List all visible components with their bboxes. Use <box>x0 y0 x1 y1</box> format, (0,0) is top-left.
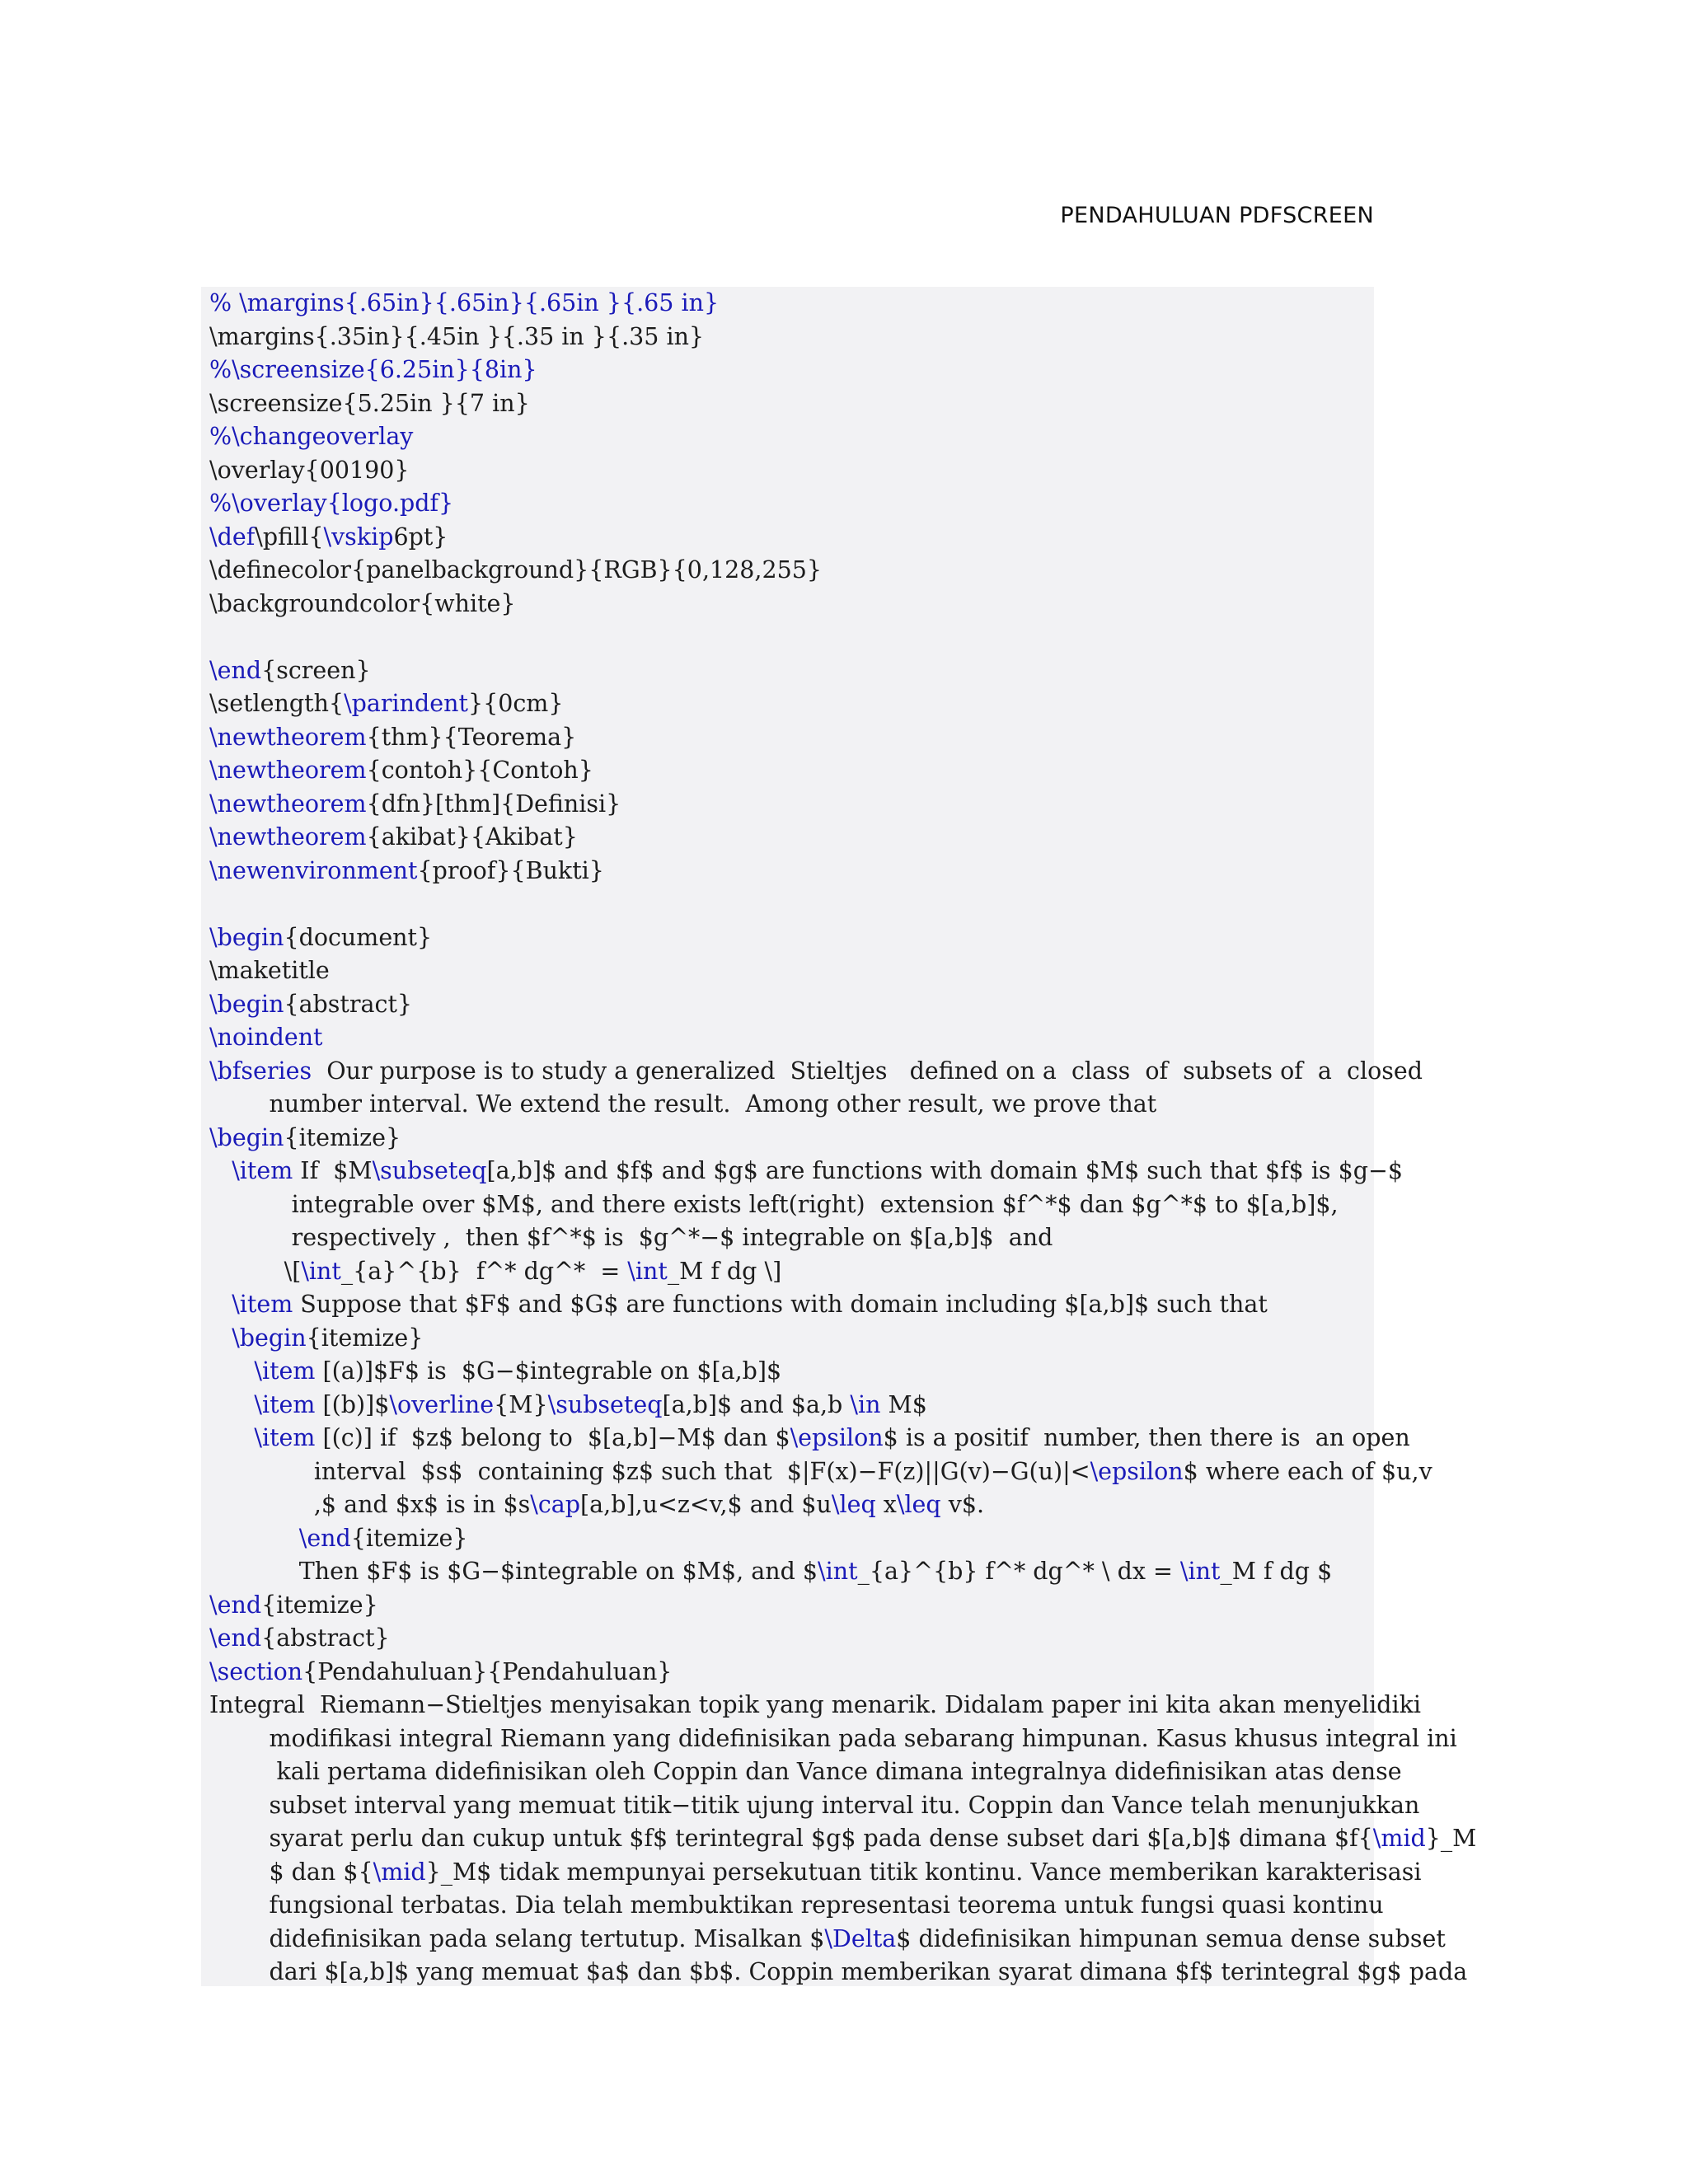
source-text: $ didefinisikan himpunan semua dense subset <box>896 1924 1446 1952</box>
source-line <box>209 1555 1374 1589</box>
source-line <box>209 1255 1374 1289</box>
source-line <box>209 1789 1420 1823</box>
source-line <box>209 1322 1374 1356</box>
source-text: \overlay{00190} <box>209 456 410 484</box>
latex-command: \newtheorem <box>209 723 367 751</box>
source-line <box>209 1455 1432 1489</box>
source-line <box>209 654 1374 688</box>
source-text: {thm}{Teorema} <box>366 723 577 751</box>
source-text: {contoh}{Contoh} <box>366 757 593 784</box>
source-text: modifikasi integral Riemann yang didefinisikan pada sebarang himpunan. Kasus khusus integral ini <box>209 1724 1457 1752</box>
source-line <box>209 588 1374 621</box>
latex-command: \newtheorem <box>209 757 367 784</box>
source-line <box>209 1055 1423 1089</box>
source-text: {abstract} <box>284 990 413 1018</box>
latex-command: \end <box>298 1524 351 1552</box>
latex-command: \vskip <box>323 523 394 551</box>
source-text: $ dan ${ <box>209 1858 373 1886</box>
source-text: ,$ and $x$ is in $s <box>209 1491 531 1518</box>
source-text: integrable over $M$, and there exists left(right) extension $f^*$ dan $g^*$ to $[a,b]$, <box>209 1190 1339 1218</box>
source-line <box>209 1923 1446 1957</box>
source-line <box>209 988 1374 1022</box>
latex-command: \epsilon <box>1090 1457 1184 1485</box>
latex-command: \item <box>254 1357 316 1385</box>
source-text: {Pendahuluan}{Pendahuluan} <box>302 1657 673 1685</box>
source-line <box>209 754 1374 788</box>
source-text: \pfill{ <box>255 523 324 551</box>
source-line <box>209 1488 1374 1522</box>
latex-command: \newenvironment <box>209 856 418 884</box>
source-line <box>209 788 1374 822</box>
source-text: {itemize} <box>284 1123 401 1151</box>
latex-command: \subseteq <box>547 1390 663 1418</box>
source-line <box>209 687 1374 721</box>
source-line <box>209 721 1374 755</box>
source-line <box>209 1689 1421 1722</box>
source-text: kali pertama didefinisikan oleh Coppin dan Vance dimana integralnya didefinisikan atas dense <box>209 1758 1402 1785</box>
source-text: fungsional terbatas. Dia telah membuktikan representasi teorema untuk fungsi quasi kontinu <box>209 1891 1384 1919</box>
latex-command: \item <box>254 1424 316 1451</box>
latex-command: \begin <box>209 923 284 951</box>
latex-command: \epsilon <box>790 1424 884 1451</box>
latex-command: \subseteq <box>372 1157 487 1184</box>
source-text: \margins{.35in}{.45in }{.35 in }{.35 in} <box>209 322 705 350</box>
source-line <box>209 1856 1422 1890</box>
source-text: [(a)]$F$ is $G−$integrable on $[a,b]$ <box>315 1357 782 1385</box>
source-text: {abstract} <box>261 1624 390 1652</box>
latex-command: \end <box>209 1591 262 1619</box>
source-line <box>209 1622 1374 1656</box>
source-text: [a,b]$ and $f$ and $g$ are functions with domain $M$ such that $f$ is $g−$ <box>486 1157 1404 1184</box>
source-text <box>209 1525 299 1552</box>
latex-command: \begin <box>209 1123 284 1151</box>
blank-line <box>209 621 1374 654</box>
source-text: [(c)] if $z$ belong to $[a,b]−M$ dan $ <box>315 1424 790 1451</box>
source-text: _{a}^{b} f^* dg^* = <box>340 1257 628 1285</box>
source-line <box>209 821 1374 855</box>
source-line <box>209 1956 1468 1990</box>
source-text: $ where each of $u,v <box>1183 1457 1432 1485</box>
source-line <box>209 1155 1404 1188</box>
latex-command: \in <box>850 1390 881 1418</box>
source-text: [a,b]$ and $a,b <box>662 1390 851 1418</box>
source-line <box>209 1656 1374 1690</box>
source-text <box>209 1157 232 1184</box>
source-text: {screen} <box>261 656 371 684</box>
source-text: }_M$ tidak mempunyai persekutuan titik kontinu. Vance memberikan karakterisasi <box>425 1858 1422 1886</box>
source-line <box>209 1389 1374 1422</box>
source-text: respectively , then $f^*$ is $g^*−$ integrable on $[a,b]$ and <box>209 1224 1053 1251</box>
source-text: \screensize{5.25in }{7 in} <box>209 389 530 417</box>
source-text: {document} <box>284 923 433 951</box>
latex-comment: % \margins{.65in}{.65in}{.65in }{.65 in} <box>209 289 720 316</box>
source-text: {akibat}{Akibat} <box>366 823 578 851</box>
source-line <box>209 1288 1374 1322</box>
source-text: Suppose that $F$ and $G$ are functions with domain including $[a,b]$ such that <box>293 1291 1268 1318</box>
latex-command: \item <box>254 1390 316 1418</box>
latex-command: \int <box>1179 1558 1221 1585</box>
latex-command: \begin <box>232 1324 307 1352</box>
source-line <box>209 487 1374 521</box>
source-text <box>209 1357 254 1385</box>
source-text <box>209 1291 232 1318</box>
source-text <box>209 1424 254 1451</box>
source-text: If $M <box>293 1157 373 1184</box>
source-text: }{0cm} <box>467 690 564 717</box>
source-line <box>209 1522 1374 1556</box>
source-text: dari $[a,b]$ yang memuat $a$ dan $b$. Coppin memberikan syarat dimana $f$ terintegral $g$ pada <box>209 1958 1468 1985</box>
source-line <box>209 554 1374 588</box>
source-text: subset interval yang memuat titik−titik ujung interval itu. Coppin dan Vance telah menunjukkan <box>209 1791 1420 1819</box>
latex-command: \newtheorem <box>209 823 367 851</box>
source-text: [a,b],u<z<v,$ and $u <box>580 1491 832 1518</box>
source-text: Our purpose is to study a generalized Stieltjes defined on a class of subsets of a closed <box>312 1057 1423 1085</box>
latex-comment: %\overlay{logo.pdf} <box>209 490 454 517</box>
source-line <box>209 1422 1410 1455</box>
source-line <box>209 954 1374 988</box>
source-line <box>209 387 1374 421</box>
latex-command: \cap <box>530 1491 581 1518</box>
latex-command: \end <box>209 1624 262 1652</box>
source-text: _M f dg \] <box>667 1257 782 1285</box>
source-text: x <box>875 1491 897 1518</box>
source-text: {itemize} <box>306 1324 424 1352</box>
source-text: }_M <box>1425 1825 1477 1852</box>
latex-command: \item <box>232 1157 293 1184</box>
source-line <box>209 921 1374 955</box>
source-line <box>209 1355 1374 1389</box>
source-text: \backgroundcolor{white} <box>209 589 516 617</box>
source-text: {proof}{Bukti} <box>417 856 604 884</box>
code-listing-panel <box>201 287 1477 1986</box>
latex-command: \item <box>232 1291 293 1318</box>
source-line <box>209 1122 1374 1155</box>
latex-command: \int <box>818 1558 858 1585</box>
source-text: _M f dg $ <box>1220 1558 1333 1585</box>
latex-comment: %\changeoverlay <box>209 423 414 450</box>
source-line <box>209 420 1374 454</box>
source-line <box>209 321 1374 354</box>
source-line <box>209 287 1374 321</box>
source-text: Then $F$ is $G−$integrable on $M$, and $ <box>209 1558 818 1585</box>
source-text: 6pt} <box>393 523 448 551</box>
source-line <box>209 1088 1374 1122</box>
source-line <box>209 1589 1374 1623</box>
blank-line <box>209 888 1374 921</box>
latex-source-listing <box>201 287 1477 1990</box>
source-text: didefinisikan pada selang tertutup. Misalkan $ <box>209 1924 825 1952</box>
source-text: {M} <box>494 1390 548 1418</box>
source-text: _{a}^{b} f^* dg^* \ dx = <box>857 1558 1180 1585</box>
source-text <box>209 1391 254 1418</box>
source-text: \definecolor{panelbackground}{RGB}{0,128,255} <box>209 556 822 583</box>
source-text: {itemize} <box>261 1591 378 1619</box>
latex-command: \def <box>209 523 256 551</box>
running-head: PENDAHULUAN PDFSCREEN <box>1060 203 1374 228</box>
source-line <box>209 1021 1374 1055</box>
source-text: \[ <box>209 1257 302 1285</box>
source-line <box>209 1221 1374 1255</box>
source-text: \setlength{ <box>209 690 345 717</box>
latex-command: \Delta <box>824 1924 897 1952</box>
source-text: v$. <box>940 1491 985 1518</box>
source-text: $ is a positif number, then there is an open <box>883 1424 1410 1451</box>
source-text: \maketitle <box>209 957 330 984</box>
source-line <box>209 1755 1402 1789</box>
latex-command: \parindent <box>344 690 468 717</box>
source-line <box>209 521 1374 555</box>
latex-command: \bfseries <box>209 1057 312 1085</box>
source-text: syarat perlu dan cukup untuk $f$ terintegral $g$ pada dense subset dari $[a,b]$ dimana $f{ <box>209 1825 1373 1852</box>
source-line <box>209 454 1374 488</box>
source-line <box>209 855 1374 888</box>
source-line <box>209 1722 1457 1756</box>
latex-command: \leq <box>896 1491 941 1518</box>
source-text: {dfn}[thm]{Definisi} <box>366 790 621 818</box>
source-text: M$ <box>880 1390 927 1418</box>
source-text: Integral Riemann−Stieltjes menyisakan topik yang menarik. Didalam paper ini kita akan menyelidiki <box>209 1691 1421 1718</box>
latex-command: \mid <box>373 1858 426 1886</box>
source-line <box>209 1188 1374 1222</box>
source-text: [(b)]$ <box>315 1390 390 1418</box>
latex-command: \begin <box>209 990 284 1018</box>
source-text <box>209 1324 232 1352</box>
latex-comment: %\screensize{6.25in}{8in} <box>209 356 537 383</box>
source-text: interval $s$ containing $z$ such that $|F(x)−F(z)||G(v)−G(u)|< <box>209 1457 1090 1485</box>
latex-command: \end <box>209 656 262 684</box>
latex-command: \int <box>301 1257 341 1285</box>
latex-command: \section <box>209 1657 303 1685</box>
latex-command: \leq <box>831 1491 876 1518</box>
latex-command: \mid <box>1372 1825 1426 1852</box>
source-text: {itemize} <box>350 1524 468 1552</box>
source-line <box>209 1822 1477 1856</box>
source-text: number interval. We extend the result. Among other result, we prove that <box>209 1090 1157 1118</box>
latex-command: \int <box>627 1257 668 1285</box>
latex-command: \noindent <box>209 1024 323 1051</box>
latex-command: \newtheorem <box>209 790 367 818</box>
source-line <box>209 354 1374 387</box>
source-line <box>209 1889 1384 1923</box>
latex-command: \overline <box>389 1390 495 1418</box>
